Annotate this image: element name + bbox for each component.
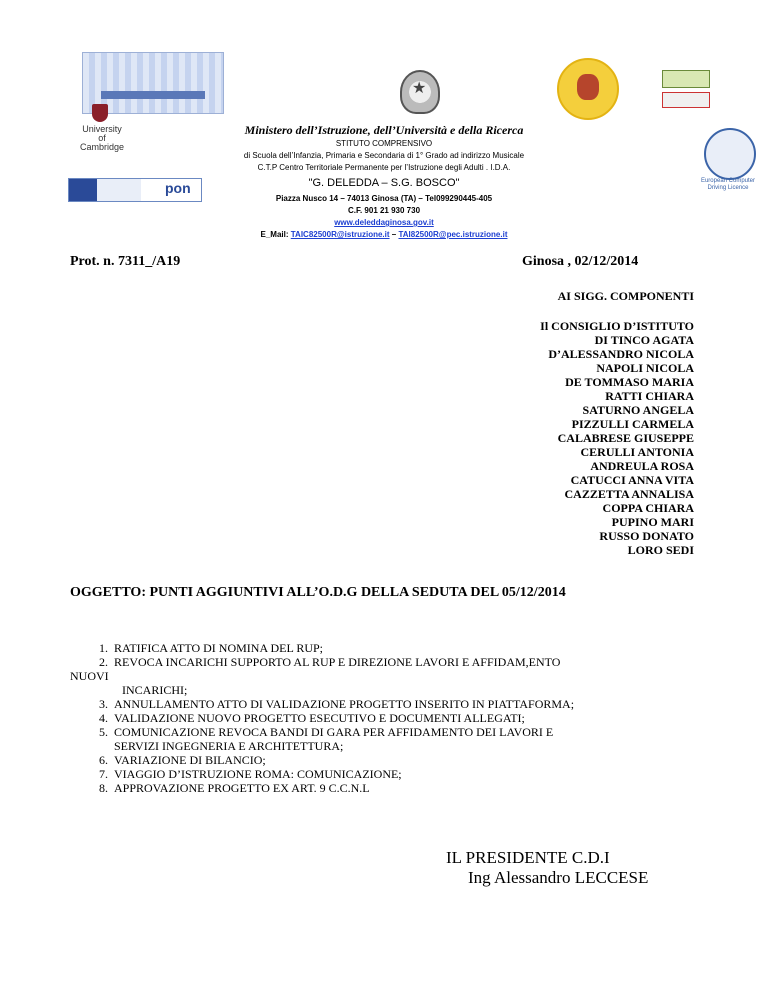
- recipient: ANDREULA ROSA: [590, 459, 694, 473]
- school-circle-logo: [557, 58, 619, 120]
- school-levels: di Scuola dell’Infanzia, Primaria e Secondaria di 1° Grado ad indirizzo Musicale: [243, 151, 525, 160]
- website-link[interactable]: www.deleddaginosa.gov.it: [334, 218, 434, 227]
- agenda-item-continuation: INCARICHI;: [122, 683, 188, 697]
- recipient: COPPA CHIARA: [602, 501, 694, 515]
- recipient: RATTI CHIARA: [605, 389, 694, 403]
- agenda-item-text: VIAGGIO D’ISTRUZIONE ROMA: COMUNICAZIONE;: [114, 767, 402, 781]
- agenda-item: 2. REVOCA INCARICHI SUPPORTO AL RUP E DIREZIONE LAVORI E AFFIDAM,ENTO: [99, 655, 561, 669]
- addressee-heading: AI SIGG. COMPONENTI: [557, 289, 694, 303]
- recipients-list: [480, 319, 694, 557]
- subject-line: OGGETTO: PUNTI AGGIUNTIVI ALL’O.D.G DELLA SEDUTA DEL 05/12/2014: [70, 585, 566, 600]
- star-icon: ★: [412, 80, 427, 97]
- signature-title: IL PRESIDENTE C.D.I: [446, 848, 610, 867]
- pon-label: pon: [165, 180, 191, 196]
- school-name: "G. DELEDDA – S.G. BOSCO": [308, 177, 460, 189]
- recipient: CERULLI ANTONIA: [580, 445, 694, 459]
- agenda-item-text: REVOCA INCARICHI SUPPORTO AL RUP E DIREZIONE LAVORI E AFFIDAM,ENTO: [114, 655, 561, 669]
- signature-name: Ing Alessandro LECCESE: [468, 868, 649, 887]
- recipient: DI TINCO AGATA: [594, 333, 694, 347]
- agenda-item-text: VARIAZIONE DI BILANCIO;: [114, 753, 266, 767]
- email-separator: –: [391, 230, 397, 239]
- agenda-item: 5. COMUNICAZIONE REVOCA BANDI DI GARA PER AFFIDAMENTO DEI LAVORI E: [99, 725, 554, 739]
- agenda-item-text: ANNULLAMENTO ATTO DI VALIDAZIONE PROGETTO INSERITO IN PIATTAFORMA;: [114, 697, 575, 711]
- email-link-istruzione[interactable]: TAIC82500R@istruzione.it: [290, 230, 390, 239]
- recipient: SATURNO ANGELA: [582, 403, 694, 417]
- school-address: Piazza Nusco 14 – 74013 Ginosa (TA) – Tel099290445-405: [275, 194, 493, 203]
- agenda-item-text: COMUNICAZIONE REVOCA BANDI DI GARA PER AFFIDAMENTO DEI LAVORI E: [114, 725, 554, 739]
- agenda-list: [70, 641, 750, 795]
- agenda-item-text: RATIFICA ATTO DI NOMINA DEL RUP;: [114, 641, 324, 655]
- protocol-number: Prot. n. 7311_/A19: [70, 254, 181, 269]
- pon-puglia-sub-logo: [662, 92, 710, 108]
- ministry-title: Ministero dell’Istruzione, dell’Università e della Ricerca: [244, 123, 524, 137]
- email-label: E_Mail:: [260, 230, 289, 239]
- ctp-line: C.T.P Centro Territoriale Permanente per l’Istruzione degli Adulti . I.D.A.: [257, 163, 511, 172]
- recipient: D’ALESSANDRO NICOLA: [548, 347, 694, 361]
- pon-puglia-logo: [662, 70, 710, 88]
- recipient: CAZZETTA ANNALISA: [564, 487, 694, 501]
- recipient: PUPINO MARI: [611, 515, 694, 529]
- agenda-item: 7. VIAGGIO D’ISTRUZIONE ROMA: COMUNICAZIONE;: [99, 767, 402, 781]
- agenda-item: 8. APPROVAZIONE PROGETTO EX ART. 9 C.C.N.L: [99, 781, 370, 795]
- email-link-pec[interactable]: TAI82500R@pec.istruzione.it: [398, 230, 508, 239]
- recipient: NAPOLI NICOLA: [596, 361, 694, 375]
- recipient: LORO SEDI: [627, 543, 694, 557]
- agenda-item: 1. RATIFICA ATTO DI NOMINA DEL RUP;: [99, 641, 324, 655]
- school-type: STITUTO COMPRENSIVO: [335, 139, 433, 148]
- agenda-item: 4. VALIDAZIONE NUOVO PROGETTO ESECUTIVO E DOCUMENTI ALLEGATI;: [99, 711, 525, 725]
- recipient: Il CONSIGLIO D’ISTITUTO: [540, 319, 694, 333]
- school-fiscal-code: C.F. 901 21 930 730: [347, 206, 421, 215]
- recipient: CALABRESE GIUSEPPE: [557, 431, 694, 445]
- agenda-item-continuation: SERVIZI INGEGNERIA E ARCHITETTURA;: [114, 739, 344, 753]
- recipient: CATUCCI ANNA VITA: [570, 473, 694, 487]
- website-line: [0, 218, 768, 227]
- agenda-item-text: VALIDAZIONE NUOVO PROGETTO ESECUTIVO E DOCUMENTI ALLEGATI;: [114, 711, 525, 725]
- agenda-item-wrap: NUOVI: [70, 669, 109, 683]
- agenda-item: 3. ANNULLAMENTO ATTO DI VALIDAZIONE PROGETTO INSERITO IN PIATTAFORMA;: [99, 697, 575, 711]
- agenda-item: 6. VARIAZIONE DI BILANCIO;: [99, 753, 266, 767]
- ecdl-caption: European Computer Driving Licence: [700, 178, 756, 191]
- agenda-item-text: APPROVAZIONE PROGETTO EX ART. 9 C.C.N.L: [114, 781, 370, 795]
- cambridge-logo-text: University of Cambridge: [79, 124, 125, 152]
- email-line: [0, 230, 768, 239]
- cambridge-shield-icon: [92, 104, 108, 122]
- recipient: RUSSO DONATO: [599, 529, 694, 543]
- place-date: Ginosa , 02/12/2014: [522, 254, 639, 269]
- recipient: PIZZULLI CARMELA: [571, 417, 694, 431]
- recipient: DE TOMMASO MARIA: [565, 375, 694, 389]
